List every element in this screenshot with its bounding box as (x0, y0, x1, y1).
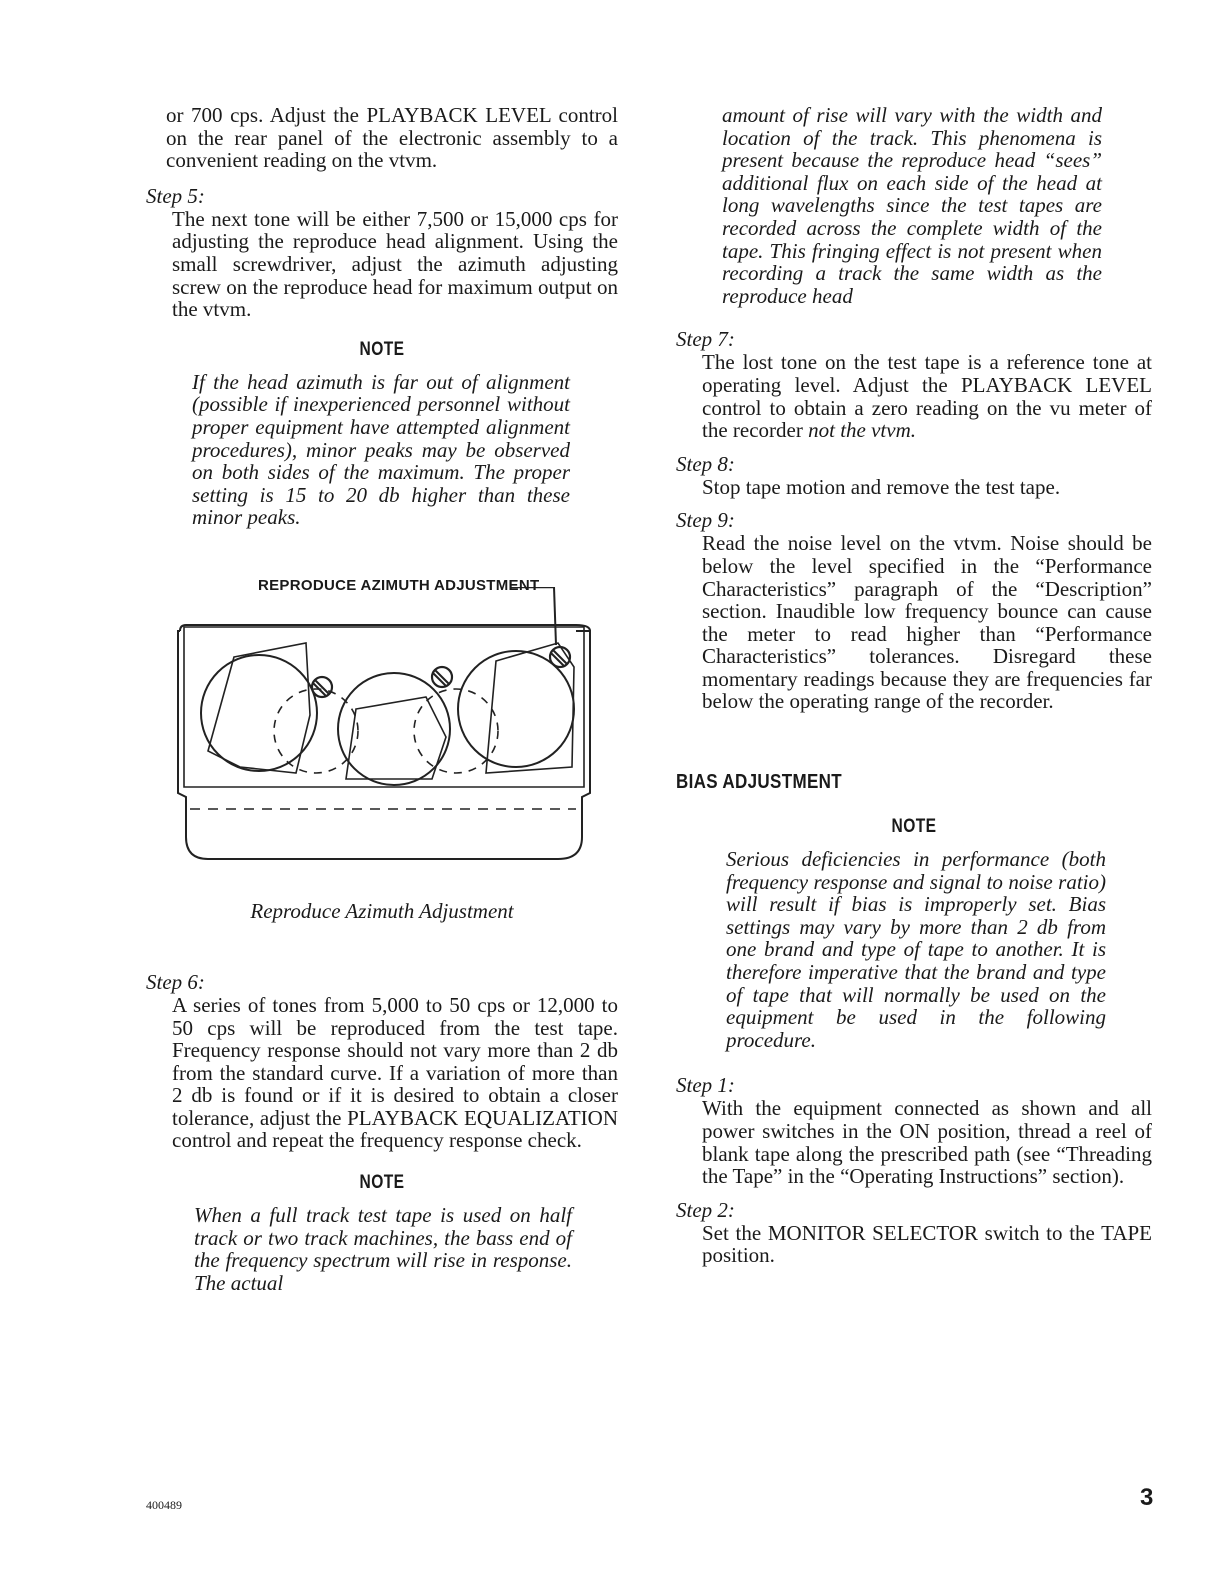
reproduce-azimuth-diagram (146, 576, 618, 877)
note-heading: NOTE (359, 1172, 405, 1194)
left-column (146, 104, 618, 1294)
step-7-text-emphasis: not the vtvm. (808, 418, 916, 443)
step-8-text: Stop tape motion and remove the test tape. (702, 474, 1061, 499)
note-bias-text: Serious deficiencies in performance (both frequency response and signal to noise ratio) will result if bias is improperly set. Bias settings may vary by more than 2 db from one brand and type of tape to another. It is therefore imperative that the brand and type of tape that will normally be used on the equipment be used in the following procedure. (726, 847, 1106, 1052)
step-6-text: A series of tones from 5,000 to 50 cps or 12,000 to 50 cps will be reproduced from the test tape. Frequency response should not vary more than 2 db from the standard curve. If a variation of more than 2 db is found or if it is desired to obtain a closer tolerance, adjust the PLAYBACK EQUALIZATION control and repeat the frequency response check. (172, 992, 618, 1153)
document-code: 400489 (146, 1498, 182, 1512)
head-assembly-drawing (146, 587, 618, 877)
note-heading: NOTE (359, 338, 405, 360)
step-5-text: The next tone will be either 7,500 or 15,000 cps for adjusting the reproduce head alignment. Using the small screwdriver, adjust the azimuth adjusting screw on the reproduce head for maximum output on the vtvm. (172, 206, 618, 322)
step-6-label: Step 6: (146, 969, 205, 994)
step-9-text: Read the noise level on the vtvm. Noise should be below the level specified in the “Performance Characteristics” paragraph of the “Description” section. Inaudible low frequency bounce can cause the meter to read higher than “Performance Characteristics” tolerances. Disregard these momentary readings because they are frequencies far below the operating range of the recorder. (702, 531, 1152, 714)
diagram-caption: Reproduce Azimuth Adjustment (250, 898, 514, 923)
note-full-track-text: When a full track test tape is used on half track or two track machines, the bass end of the frequency spectrum will rise in response. The actual (194, 1203, 572, 1295)
step-8-label: Step 8: (676, 451, 735, 476)
bias-step-2-label: Step 2: (676, 1197, 735, 1222)
note-heading: NOTE (891, 816, 937, 838)
bias-step-1-text: With the equipment connected as shown and all power switches in the ON position, thread a reel of blank tape along the prescribed path (see “Threading the Tape” in the “Operating Instructions” section). (702, 1096, 1152, 1189)
paragraph-continuation: or 700 cps. Adjust the PLAYBACK LEVEL control on the rear panel of the electronic assembly to a convenient reading on the vtvm. (166, 103, 618, 173)
step-9-label: Step 9: (676, 508, 735, 533)
step-5-label: Step 5: (146, 183, 205, 208)
step-7-label: Step 7: (676, 327, 735, 352)
bias-adjustment-heading: BIAS ADJUSTMENT (676, 771, 842, 794)
bias-step-2-text: Set the MONITOR SELECTOR switch to the TAPE position. (702, 1220, 1152, 1268)
note-full-track-continued: amount of rise will vary with the width and location of the track. This phenomena is present because the reproduce head “sees” additional flux on each side of the head at long wavelengths since the test tapes are recorded across the complete width of the tape. This fringing effect is not present when recording a track the same width as the reproduce head (722, 103, 1102, 308)
note-azimuth-text: If the head azimuth is far out of alignment (possible if inexperienced personnel without proper equipment have attempted alignment procedures), minor peaks may be observed on both sides of the maximum. The proper setting is 15 to 20 db higher than these minor peaks. (192, 369, 570, 530)
diagram-callout-label: REPRODUCE AZIMUTH ADJUSTMENT (258, 576, 540, 594)
step-7-text (702, 351, 1152, 441)
bias-step-1-label: Step 1: (676, 1073, 735, 1098)
page-number: 3 (1140, 1484, 1154, 1511)
right-column (676, 104, 1152, 1267)
step-7-text-main: The lost tone on the test tape is a reference tone at operating level. Adjust the PLAYBACK LEVEL control to obtain a zero reading on the vu meter of the recorder (702, 350, 1152, 443)
